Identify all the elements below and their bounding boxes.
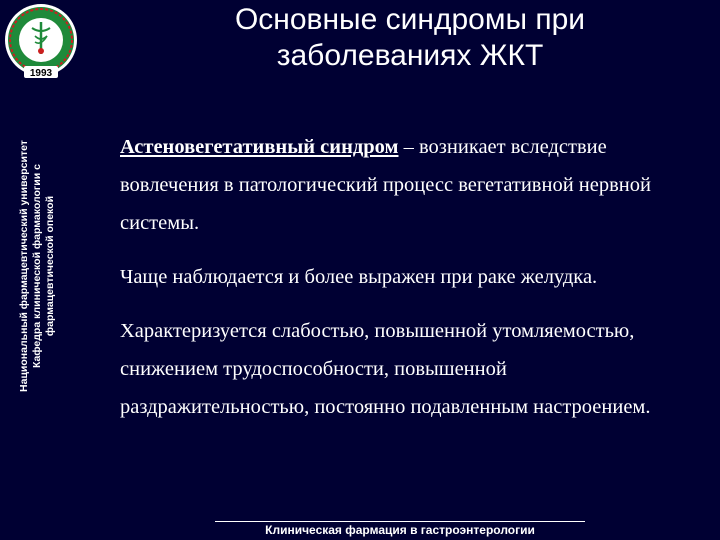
slide-title: [130, 2, 690, 74]
sidebar-university-text: [18, 96, 57, 436]
slide-body: [120, 128, 680, 426]
term-asthenovegetative-syndrome: Астеновегетативный синдром: [120, 136, 399, 158]
paragraph-characteristics: Характеризуется слабостью, повышенной утомляемостью, снижением трудоспособности, повышенной раздражительностью, постоянно подавленным настроением.: [120, 320, 651, 418]
definition-text: – возникает вследствие вовлечения в патологический процесс вегетативной нервной системы.: [120, 136, 651, 234]
footer-text: Клиническая фармация в гастроэнтерологии: [265, 523, 535, 537]
sidebar-line-university: Национальный фармацевтический университет: [18, 140, 30, 392]
footer-divider: [215, 521, 585, 522]
sidebar-line-department-cont: фармацевтической опекой: [44, 195, 56, 337]
slide-title-line2: заболеваниях ЖКТ: [276, 39, 544, 72]
slide-title-line1: Основные синдромы при: [234, 3, 586, 36]
slide-footer: [0, 518, 720, 540]
paragraph-definition: [120, 128, 680, 242]
university-seal-icon: [2, 2, 80, 82]
logo-year: 1993: [29, 68, 53, 79]
paragraph-occurrence: Чаще наблюдается и более выражен при раке желудка.: [120, 266, 598, 288]
sidebar-line-department: Кафедра клинической фармакологии с: [31, 164, 43, 368]
